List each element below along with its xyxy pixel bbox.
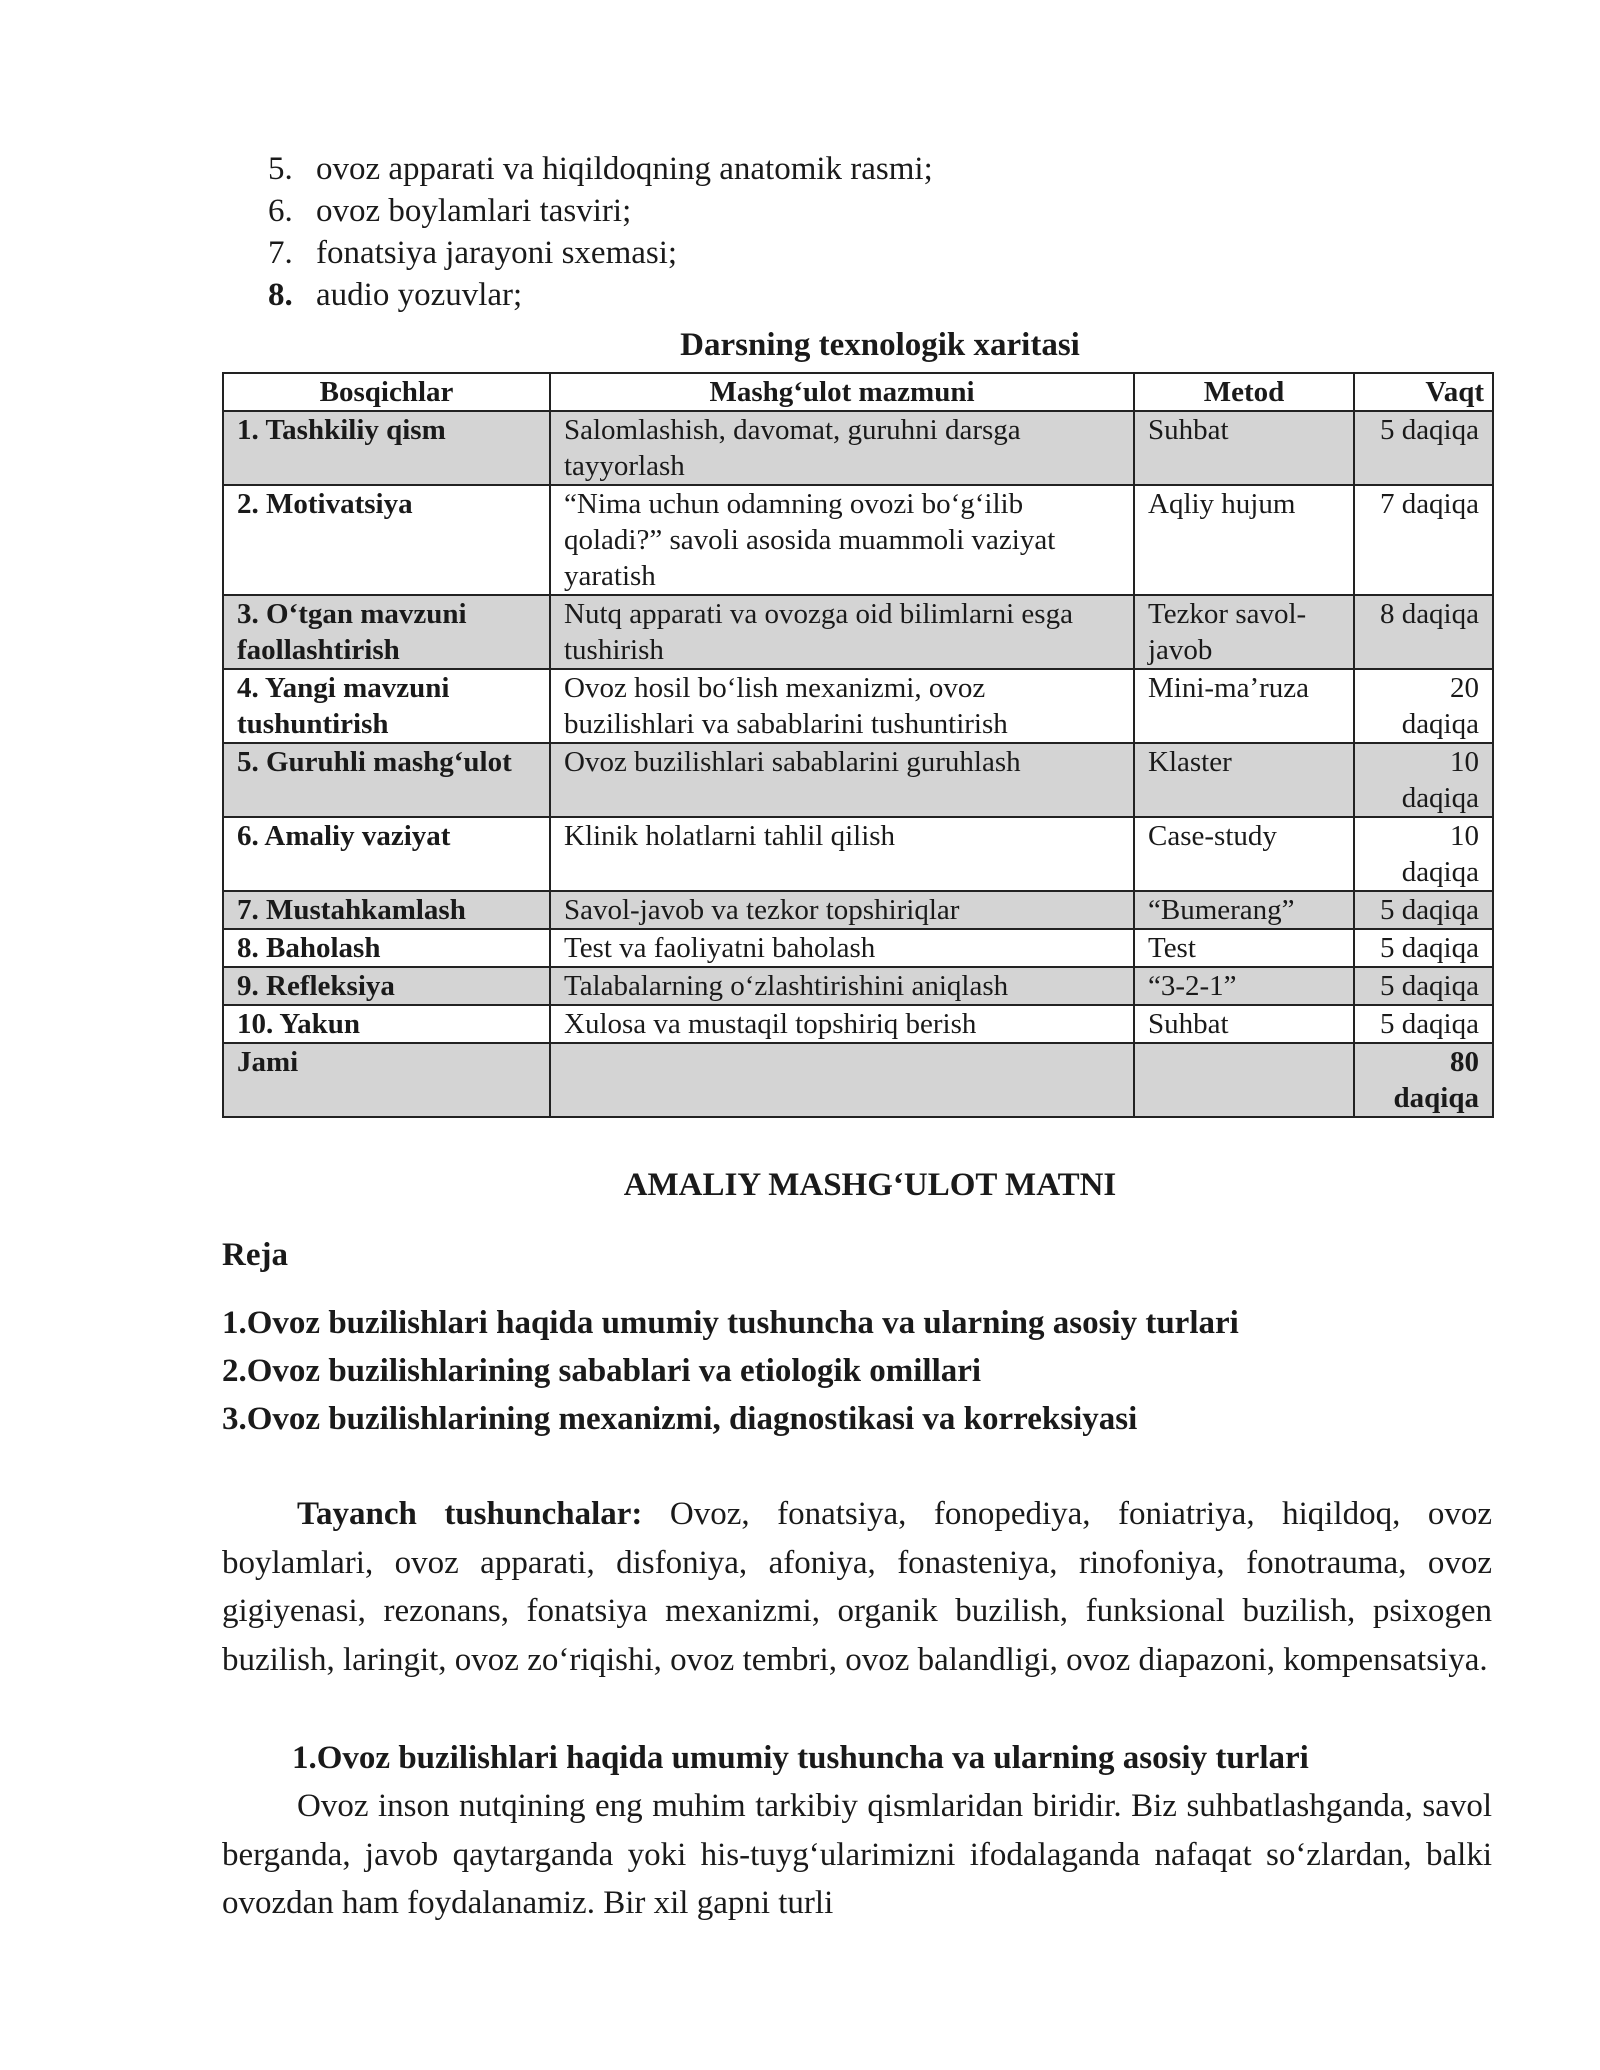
cell-content: Klinik holatlarni tahlil qilish [550,817,1134,891]
header-time: Vaqt [1354,373,1493,411]
cell-stage: 5. Guruhli mashg‘ulot [223,743,550,817]
list-item [268,190,933,232]
table-header-row [223,373,1493,411]
cell-method: Mini-ma’ruza [1134,669,1354,743]
cell-time: 10 daqiqa [1354,743,1493,817]
list-item [268,148,933,190]
lesson-map-table [222,372,1494,1118]
empty-cell [550,1043,1134,1117]
list-number: 5. [268,151,293,187]
cell-method: Tezkor savol-javob [1134,595,1354,669]
cell-method: Case-study [1134,817,1354,891]
table-row [223,891,1493,929]
table-total-row [223,1043,1493,1117]
list-number: 6. [268,193,293,229]
cell-method: Suhbat [1134,411,1354,485]
cell-stage: 4. Yangi mavzuni tushuntirish [223,669,550,743]
list-item [268,232,933,274]
list-number: 7. [268,235,293,271]
cell-stage: 10. Yakun [223,1005,550,1043]
cell-time: 5 daqiqa [1354,411,1493,485]
cell-stage: 8. Baholash [223,929,550,967]
total-label: Jami [223,1043,550,1117]
list-number: 8. [268,277,293,313]
plan-list [222,1299,1239,1443]
cell-content: Test va faoliyatni baholash [550,929,1134,967]
cell-content: Ovoz buzilishlari sabablarini guruhlash [550,743,1134,817]
plan-item: 2.Ovoz buzilishlarining sabablari va etiologik omillari [222,1353,982,1389]
list-item [268,274,933,316]
cell-method: “Bumerang” [1134,891,1354,929]
plan-item: 1.Ovoz buzilishlari haqida umumiy tushuncha va ularning asosiy turlari [222,1305,1239,1341]
table-row [223,1005,1493,1043]
cell-stage: 7. Mustahkamlash [223,891,550,929]
cell-time: 10 daqiqa [1354,817,1493,891]
cell-stage: 1. Tashkiliy qism [223,411,550,485]
header-method: Metod [1134,373,1354,411]
cell-stage: 3. O‘tgan mavzuni faollashtirish [223,595,550,669]
cell-time: 7 daqiqa [1354,485,1493,595]
table-row [223,817,1493,891]
header-stages: Bosqichlar [223,373,550,411]
header-content: Mashg‘ulot mazmuni [550,373,1134,411]
list-text: ovoz apparati va hiqildoqning anatomik rasmi; [316,151,933,187]
table-row [223,595,1493,669]
cell-time: 5 daqiqa [1354,967,1493,1005]
plan-item: 3.Ovoz buzilishlarining mexanizmi, diagnostikasi va korreksiyasi [222,1401,1138,1437]
empty-cell [1134,1043,1354,1117]
cell-method: Test [1134,929,1354,967]
table-row [223,485,1493,595]
plan-label: Reja [222,1237,288,1273]
cell-content: “Nima uchun odamning ovozi bo‘g‘ilib qoladi?” savoli asosida muammoli vaziyat yaratish [550,485,1134,595]
list-text: audio yozuvlar; [316,277,523,313]
keywords-paragraph [222,1490,1492,1684]
cell-content: Ovoz hosil bo‘lish mexanizmi, ovoz buzilishlari va sabablarini tushuntirish [550,669,1134,743]
list-text: ovoz boylamlari tasviri; [316,193,632,229]
cell-content: Nutq apparati va ovozga oid bilimlarni esga tushirish [550,595,1134,669]
cell-content: Talabalarning o‘zlashtirishini aniqlash [550,967,1134,1005]
table-row [223,411,1493,485]
cell-time: 8 daqiqa [1354,595,1493,669]
cell-stage: 6. Amaliy vaziyat [223,817,550,891]
keywords-text: Ovoz, fonatsiya, fonopediya, foniatriya, hiqildoq, ovoz boylamlari, ovoz apparati, disfoniya, afoniya, fonasteniya, rinofoniya, fonotrauma, ovoz gigiyenasi, rezonans, fonatsiya mexanizmi, organik buzilish, funksional buzilish, psixogen buzilish, laringit, ovoz zo‘riqishi, ovoz tembri, ovoz balandligi, ovoz diapazoni, kompensatsiya. [222,1496,1492,1678]
list-text: fonatsiya jarayoni sxemasi; [316,235,678,271]
cell-method: Suhbat [1134,1005,1354,1043]
cell-time: 5 daqiqa [1354,891,1493,929]
cell-content: Salomlashish, davomat, guruhni darsga tayyorlash [550,411,1134,485]
total-time: 80 daqiqa [1354,1043,1493,1117]
section-title: AMALIY MASHG‘ULOT MATNI [623,1167,1117,1203]
table-row [223,929,1493,967]
section-heading: 1.Ovoz buzilishlari haqida umumiy tushuncha va ularning asosiy turlari [292,1740,1309,1776]
cell-content: Xulosa va mustaqil topshiriq berish [550,1005,1134,1043]
body-paragraph: Ovoz inson nutqining eng muhim tarkibiy qismlaridan biridir. Biz suhbatlashganda, savol berganda, javob qaytarganda yoki his-tuyg‘ularimizni ifodalaganda nafaqat so‘zlardan, balki ovozdan ham foydalanamiz. Bir xil gapni turli [222,1788,1492,1921]
cell-time: 5 daqiqa [1354,929,1493,967]
cell-stage: 9. Refleksiya [223,967,550,1005]
cell-method: Aqliy hujum [1134,485,1354,595]
keywords-label: Tayanch tushunchalar: [297,1496,643,1532]
table-row [223,743,1493,817]
table-row [223,967,1493,1005]
cell-method: “3-2-1” [1134,967,1354,1005]
table-title: Darsning texnologik xaritasi [680,327,1080,363]
cell-time: 5 daqiqa [1354,1005,1493,1043]
cell-stage: 2. Motivatsiya [223,485,550,595]
materials-list [268,148,933,316]
table-row [223,669,1493,743]
cell-time: 20 daqiqa [1354,669,1493,743]
cell-content: Savol-javob va tezkor topshiriqlar [550,891,1134,929]
cell-method: Klaster [1134,743,1354,817]
